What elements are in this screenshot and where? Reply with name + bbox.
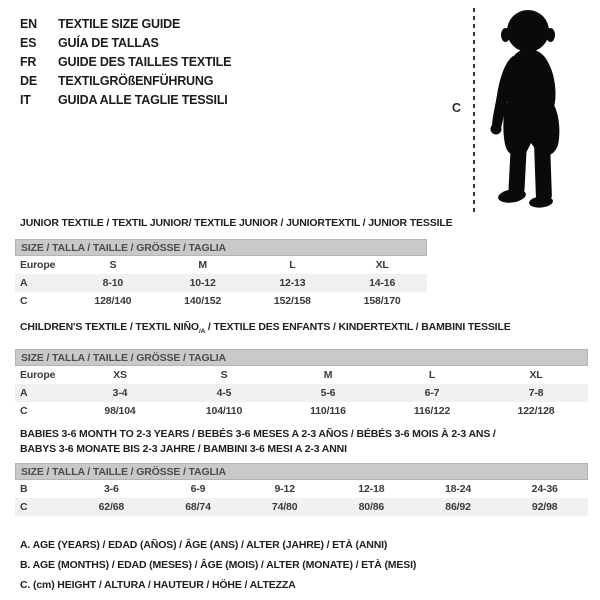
table-row-junior-europe	[15, 256, 427, 274]
table-title-line	[20, 320, 511, 339]
language-line-it	[20, 91, 231, 110]
table-cell: 116/122	[413, 405, 451, 417]
row-label: C	[20, 501, 28, 513]
language-line-de	[20, 72, 231, 91]
table-cell: XL	[375, 259, 389, 271]
table-title-line	[20, 427, 496, 442]
table-cell: 86/92	[445, 501, 471, 513]
table-title-junior	[20, 216, 452, 231]
table-cell: 24-36	[531, 483, 558, 495]
table-cell: 9-12	[274, 483, 295, 495]
table-cell: XL	[529, 369, 543, 381]
language-line-es	[20, 34, 231, 53]
size-header-bar: SIZE / TALLA / TAILLE / GRÖSSE / TAGLIA	[15, 239, 427, 256]
language-code: EN	[20, 17, 37, 31]
row-label: Europe	[20, 259, 56, 271]
table-title-babies	[20, 427, 496, 457]
size-table-babies	[15, 463, 588, 516]
title-text: BABYS 3-6 MONATE BIS 2-3 JAHRE / BAMBINI 3-6 MESI A 2-3 ANNI	[20, 443, 347, 455]
table-row-junior-a	[15, 274, 427, 292]
table-cell: S	[220, 369, 228, 381]
table-row-children-europe	[15, 366, 588, 384]
table-cell: 158/170	[363, 295, 401, 307]
size-table-children	[15, 349, 588, 420]
footnote-line: B. AGE (MONTHS) / EDAD (MESES) / ÂGE (MOIS) / ALTER (MONATE) / ETÀ (MESI)	[20, 559, 417, 571]
table-row-babies-c	[15, 498, 588, 516]
table-row-children-a	[15, 384, 588, 402]
size-header-bar: SIZE / TALLA / TAILLE / GRÖSSE / TAGLIA	[15, 463, 588, 480]
table-cell: 80/86	[358, 501, 385, 513]
table-cell: 4-5	[216, 387, 232, 399]
table-cell: 8-10	[102, 277, 124, 289]
table-cell: 104/110	[205, 405, 243, 417]
table-cell: L	[428, 369, 436, 381]
table-cell: 74/80	[271, 501, 298, 513]
table-cell: 6-7	[424, 387, 440, 399]
table-cell: 12-18	[358, 483, 385, 495]
table-cell: 5-6	[320, 387, 336, 399]
table-cell: 3-6	[103, 483, 119, 495]
table-cell: 110/116	[310, 405, 346, 417]
footnotes	[20, 535, 416, 595]
table-cell: 10-12	[189, 277, 216, 289]
table-row-junior-c	[15, 292, 427, 310]
table-cell: 18-24	[444, 483, 472, 495]
language-title: TEXTILE SIZE GUIDE	[58, 17, 181, 31]
language-line-en	[20, 15, 231, 34]
table-cell: M	[323, 369, 333, 381]
height-measure-dashed-line	[473, 8, 475, 212]
footnote-line: A. AGE (YEARS) / EDAD (AÑOS) / ÂGE (ANS) / ALTER (JAHRE) / ETÀ (ANNI)	[20, 539, 388, 551]
table-cell: 6-9	[190, 483, 206, 495]
table-row-children-c	[15, 402, 588, 420]
table-cell: 152/158	[273, 295, 311, 307]
footnote-line: C. (cm) HEIGHT / ALTURA / HAUTEUR / HÖHE / ALTEZZA	[20, 579, 296, 591]
language-code: ES	[20, 36, 37, 50]
language-code: FR	[20, 55, 37, 69]
table-cell: 128/140	[94, 295, 132, 307]
row-label: A	[20, 277, 28, 289]
language-title: GUIDA ALLE TAGLIE TESSILI	[58, 93, 228, 107]
language-code: DE	[20, 74, 37, 88]
height-label-c: C	[452, 101, 462, 115]
title-text: BABIES 3-6 MONTH TO 2-3 YEARS / BEBÉS 3-6 MESES A 2-3 AÑOS / BÉBÉS 3-6 MOIS À 2-3 ANS /	[20, 428, 496, 440]
table-cell: 3-4	[112, 387, 128, 399]
title-text: JUNIOR TEXTILE / TEXTIL JUNIOR/ TEXTILE JUNIOR / JUNIORTEXTIL / JUNIOR TESSILE	[20, 217, 453, 229]
row-label: C	[20, 405, 28, 417]
baby-silhouette-icon	[484, 6, 584, 208]
table-cell: L	[289, 259, 296, 271]
table-cell: S	[109, 259, 117, 271]
size-table-junior	[15, 239, 427, 310]
table-row-babies-b	[15, 480, 588, 498]
language-header	[20, 15, 231, 110]
table-cell: 7-8	[528, 387, 544, 399]
title-subscript: /A	[198, 328, 206, 336]
table-cell: 14-16	[369, 277, 396, 289]
table-cell: 68/74	[185, 501, 211, 513]
language-title: TEXTILGRÖßENFÜHRUNG	[58, 74, 214, 88]
title-text: / TEXTILE DES ENFANTS / KINDERTEXTIL / BAMBINI TESSILE	[205, 321, 511, 333]
language-title: GUÍA DE TALLAS	[58, 36, 159, 50]
table-cell: 122/128	[517, 405, 555, 417]
title-text: CHILDREN'S TEXTILE / TEXTIL NIÑO	[20, 321, 199, 333]
row-label: A	[20, 387, 28, 399]
row-label: C	[20, 295, 28, 307]
table-cell: XS	[113, 369, 127, 381]
language-line-fr	[20, 53, 231, 72]
table-cell: 62/68	[98, 501, 125, 513]
table-title-line	[20, 216, 452, 231]
language-title: GUIDE DES TAILLES TEXTILE	[58, 55, 232, 69]
table-cell: 92/98	[531, 501, 558, 513]
table-title-line	[20, 442, 496, 457]
table-cell: 140/152	[184, 295, 222, 307]
table-cell: 98/104	[104, 405, 136, 417]
table-cell: 12-13	[279, 277, 306, 289]
table-title-children	[20, 320, 511, 339]
table-cell: M	[198, 259, 207, 271]
row-label: Europe	[20, 369, 56, 381]
row-label: B	[20, 483, 28, 495]
size-header-bar: SIZE / TALLA / TAILLE / GRÖSSE / TAGLIA	[15, 349, 588, 366]
language-code: IT	[20, 93, 31, 107]
